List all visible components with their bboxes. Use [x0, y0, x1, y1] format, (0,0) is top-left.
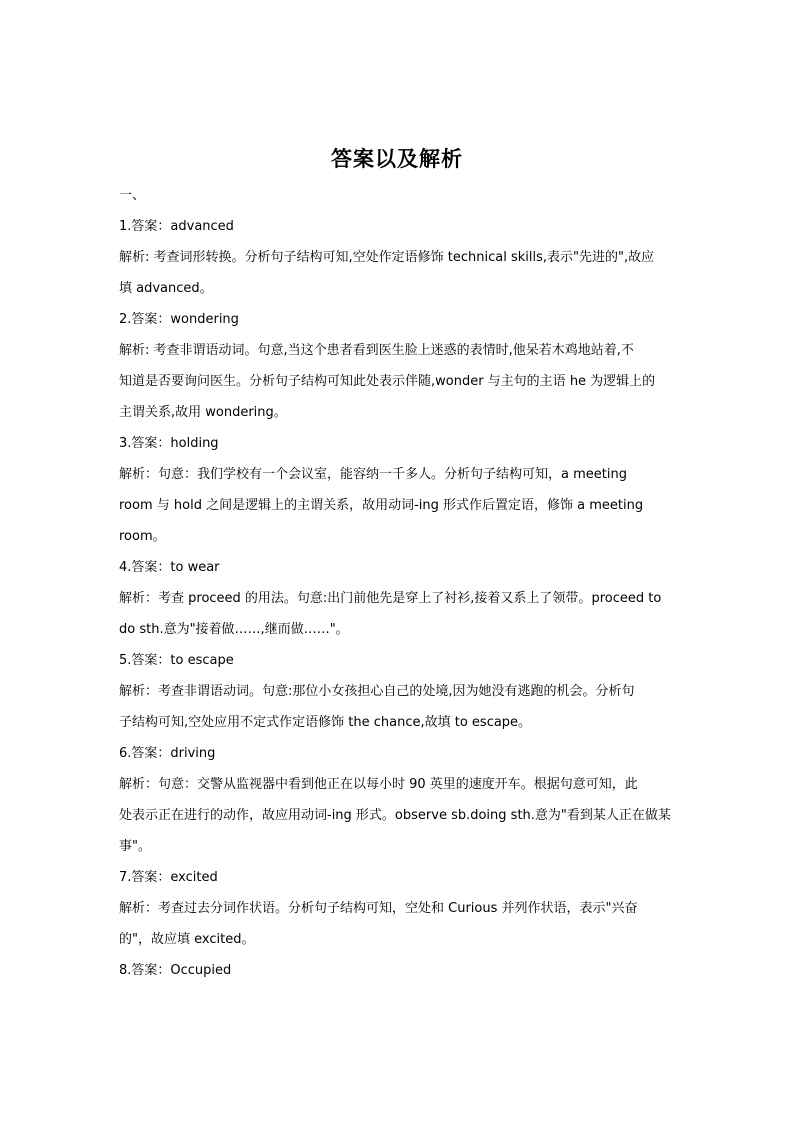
- explanation-line: 主谓关系,故用 wondering。: [119, 405, 287, 420]
- explanation-line: 解析：考查过去分词作状语。分析句子结构可知，空处和 Curious 并列作状语，表示"兴奋: [119, 901, 638, 916]
- explanation-line: 处表示正在进行的动作，故应用动词-ing 形式。observe sb.doing sth.意为"看到某人正在做某: [119, 808, 671, 823]
- explanation-line: 的"，故应填 excited。: [119, 932, 255, 947]
- section-label: 一、: [119, 188, 146, 203]
- answer-line: 2.答案：wondering: [119, 312, 239, 327]
- explanation-line: 解析: 考查非谓语动词。句意,当这个患者看到医生脸上迷惑的表情时,他呆若木鸡地站着,不: [119, 343, 634, 358]
- explanation-line: 知道是否要询问医生。分析句子结构可知此处表示伴随,wonder 与主句的主语 he 为逻辑上的: [119, 374, 656, 389]
- explanation-line: 填 advanced。: [119, 281, 213, 296]
- answer-line: 1.答案：advanced: [119, 219, 234, 234]
- explanation-line: 子结构可知,空处应用不定式作定语修饰 the chance,故填 to escape。: [119, 715, 532, 730]
- explanation-line: 解析：句意：我们学校有一个会议室，能容纳一千多人。分析句子结构可知，a meeting: [119, 467, 627, 482]
- page-title: 答案以及解析: [331, 147, 463, 171]
- answer-line: 5.答案：to escape: [119, 653, 234, 668]
- explanation-line: room。: [119, 529, 166, 544]
- explanation-line: 解析：考查 proceed 的用法。句意:出门前他先是穿上了衬衫,接着又系上了领带。proceed to: [119, 591, 662, 606]
- explanation-line: 解析: 考查词形转换。分析句子结构可知,空处作定语修饰 technical skills,表示"先进的",故应: [119, 250, 655, 265]
- explanation-line: 解析：考查非谓语动词。句意:那位小女孩担心自己的处境,因为她没有逃跑的机会。分析句: [119, 684, 635, 699]
- explanation-line: room 与 hold 之间是逻辑上的主谓关系，故用动词-ing 形式作后置定语，修饰 a meeting: [119, 498, 644, 513]
- explanation-line: do sth.意为"接着做……,继而做……"。: [119, 622, 349, 637]
- explanation-line: 解析：句意：交警从监视器中看到他正在以每小时 90 英里的速度开车。根据句意可知，此: [119, 777, 638, 792]
- explanation-line: 事"。: [119, 839, 151, 854]
- answer-line: 4.答案：to wear: [119, 560, 220, 575]
- answer-content: [119, 180, 679, 986]
- answer-line: 8.答案：Occupied: [119, 963, 232, 978]
- answer-line: 7.答案：excited: [119, 870, 218, 885]
- answer-line: 3.答案：holding: [119, 436, 219, 451]
- answer-line: 6.答案：driving: [119, 746, 216, 761]
